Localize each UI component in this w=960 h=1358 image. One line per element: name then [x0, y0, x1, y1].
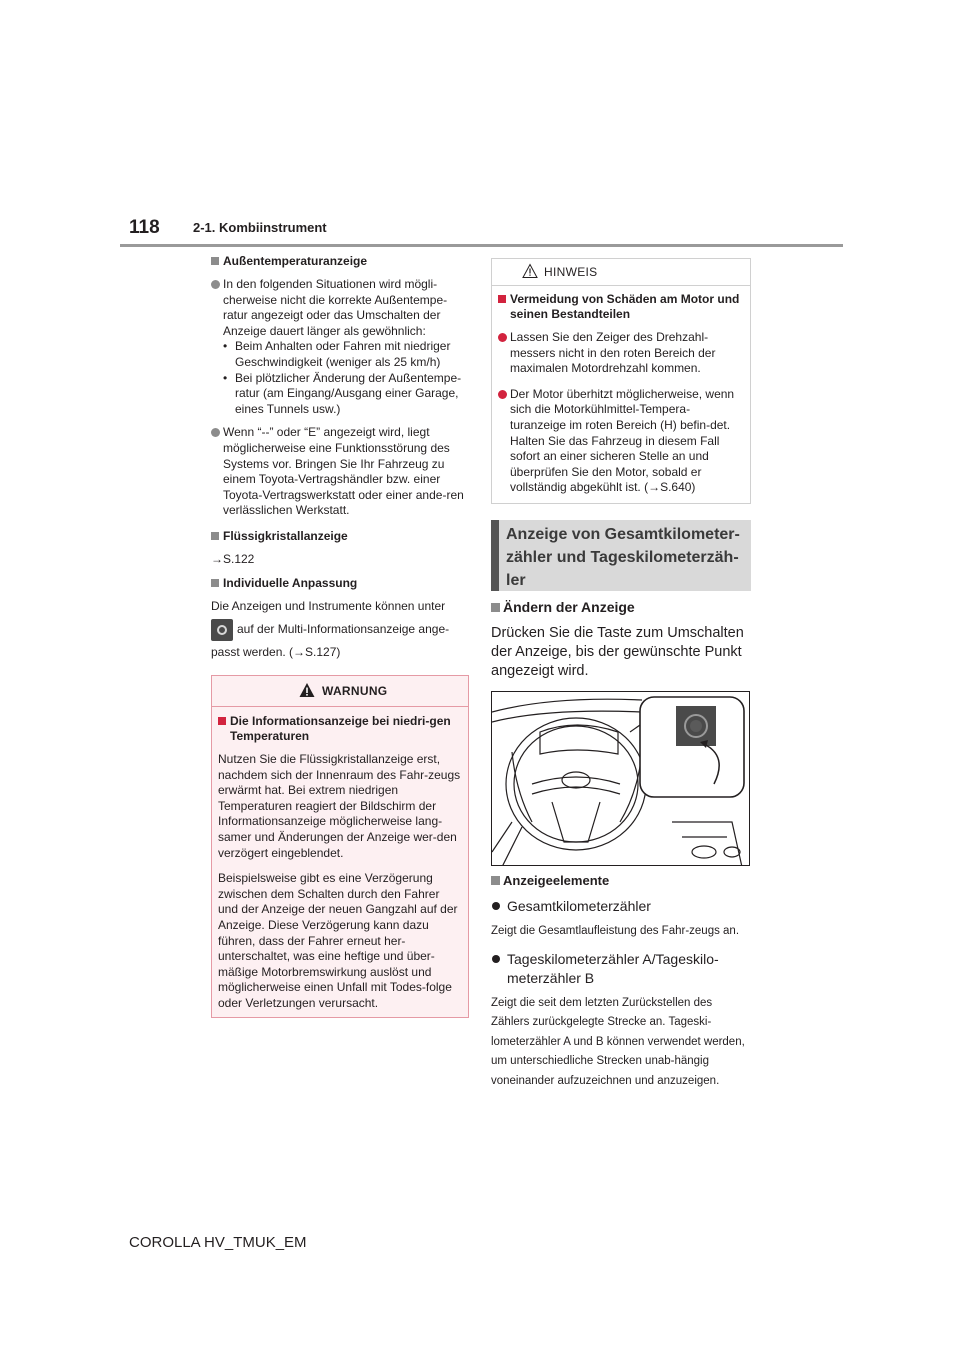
- trip-meter-description: Zeigt die seit dem letzten Zurückstellen des Zählers zurückgelegte Strecke an. Tageski-lometerzähler A und B können verwendet werden, um unterschiedliche Strecken unab-hängig voneinander aufzuzeichnen und anzuzeigen.: [491, 996, 745, 1087]
- odometer-label: Gesamtkilometerzähler: [491, 897, 753, 916]
- custom-text-2-line: [211, 619, 469, 641]
- warning-triangle-icon: [299, 682, 315, 698]
- notice-item-1: Lassen Sie den Zeiger des Drehzahl-messers nicht in den roten Bereich der maximalen Motordrehzahl kommen.: [498, 330, 744, 377]
- outside-temp-item-2: Wenn “--” oder “E” angezeigt wird, liegt möglicherweise eine Funktionsstörung des Systems vor. Bringen Sie Ihr Fahrzeug zu einem Toyota-Vertragshändler bzw. einer Toyota-Vertragswerkstatt oder einer ande-ren verlässlichen Werkstatt.: [211, 425, 469, 519]
- change-display-text: Drücken Sie die Taste zum Umschalten der Anzeige, bis der gewünschte Punkt angezeigt wird.: [491, 625, 744, 679]
- lcd-ref: →S.122: [211, 551, 255, 566]
- custom-text-3: passt werden. (→S.127): [211, 644, 341, 659]
- section-heading-line-3: ler: [506, 572, 526, 589]
- warning-content: [212, 707, 468, 1012]
- warning-box: [211, 675, 469, 1018]
- dashboard-illustration: [491, 691, 750, 866]
- footer-model: COROLLA HV_TMUK_EM: [129, 1234, 307, 1251]
- warning-para-1: Nutzen Sie die Flüssigkristallanzeige erst, nachdem sich der Innenraum des Fahr-zeugs erwärmt hat. Bei extrem niedrigen Temperaturen reagiert der Bildschirm der Informationsanzeige möglicherweise lang-samer und Änderungen der Anzeige wer-den verzögert eingeblendet.: [218, 752, 461, 860]
- outside-temp-item-1-text: In den folgenden Situationen wird mögli-cherweise nicht die korrekte Außentempe-ratur angezeigt oder das Umschalten der Anzeige dauert länger als gewöhnlich:: [223, 277, 448, 338]
- caution-triangle-icon: [522, 263, 538, 279]
- notice-title: HINWEIS: [544, 265, 598, 279]
- custom-text-1: Die Anzeigen und Instrumente können unter: [211, 598, 446, 613]
- warning-heading: Die Informationsanzeige bei niedri-gen Temperaturen: [218, 714, 462, 744]
- change-display-block: [491, 599, 751, 681]
- notice-heading: Vermeidung von Schäden am Motor und seinen Bestandteilen: [498, 292, 744, 322]
- page-header: [0, 0, 960, 250]
- trip-meter-label: Tageskilometerzähler A/Tageskilo-meterzähler B: [491, 950, 753, 988]
- notice-content: [492, 286, 750, 496]
- warning-title-bar: [212, 676, 468, 707]
- left-column: [211, 254, 469, 668]
- custom-heading: Individuelle Anpassung: [211, 576, 469, 591]
- section-title: 2-1. Kombiinstrument: [193, 220, 327, 235]
- custom-text-2: auf der Multi-Informationsanzeige ange-: [237, 621, 450, 636]
- odometer-description: Zeigt die Gesamtlaufleistung des Fahr-zeugs an.: [491, 925, 740, 937]
- outside-temp-item-1: [211, 277, 469, 417]
- display-items-block: [491, 872, 753, 1091]
- lcd-heading: Flüssigkristallanzeige: [211, 529, 469, 544]
- change-display-heading: Ändern der Anzeige: [491, 599, 751, 616]
- outside-temp-sub-2: • Bei plötzlicher Änderung der Außentempe-ratur (am Eingang/Ausgang einer Garage, eines Tunnels usw.): [223, 371, 469, 418]
- page-number: 118: [129, 217, 160, 238]
- steering-wheel-drawing: [492, 692, 750, 866]
- outside-temp-heading: Außentemperaturanzeige: [211, 254, 469, 269]
- outside-temp-sub-1: • Beim Anhalten oder Fahren mit niedriger Geschwindigkeit (weniger als 25 km/h): [223, 339, 469, 370]
- warning-title: WARNUNG: [322, 684, 388, 698]
- section-heading-band: [491, 520, 751, 591]
- notice-box: [491, 258, 751, 504]
- section-heading-line-1: Anzeige von Gesamtkilometer-: [506, 526, 740, 543]
- section-heading-line-2: zähler und Tageskilometerzäh-: [506, 549, 739, 566]
- header-divider: [120, 244, 843, 247]
- display-items-heading: Anzeigeelemente: [491, 872, 753, 889]
- notice-title-bar: [492, 259, 750, 286]
- notice-item-2: Der Motor überhitzt möglicherweise, wenn sich die Motorkühlmittel-Tempera-turanzeige im roten Bereich (H) befin-det. Halten Sie das Fahrzeug in diesem Fall sofort an einer sicheren Stelle an und überprüfen Sie den Motor, sobald er vollständig abgekühlt ist. (→S.640): [498, 387, 744, 496]
- settings-gear-icon: [211, 619, 233, 641]
- warning-para-2: Beispielsweise gibt es eine Verzögerung zwischen dem Schalten durch den Fahrer und der Anzeige der neuen Gangzahl auf der Anzeige. Diese Verzögerung kann dazu führen, dass der Fahrer erneut her-unterschaltet, was eine heftige und über-mäßige Motorbremswirkung auslöst und möglicherweise einen Unfall mit Todes-folge oder Verletzungen verursacht.: [218, 871, 458, 1010]
